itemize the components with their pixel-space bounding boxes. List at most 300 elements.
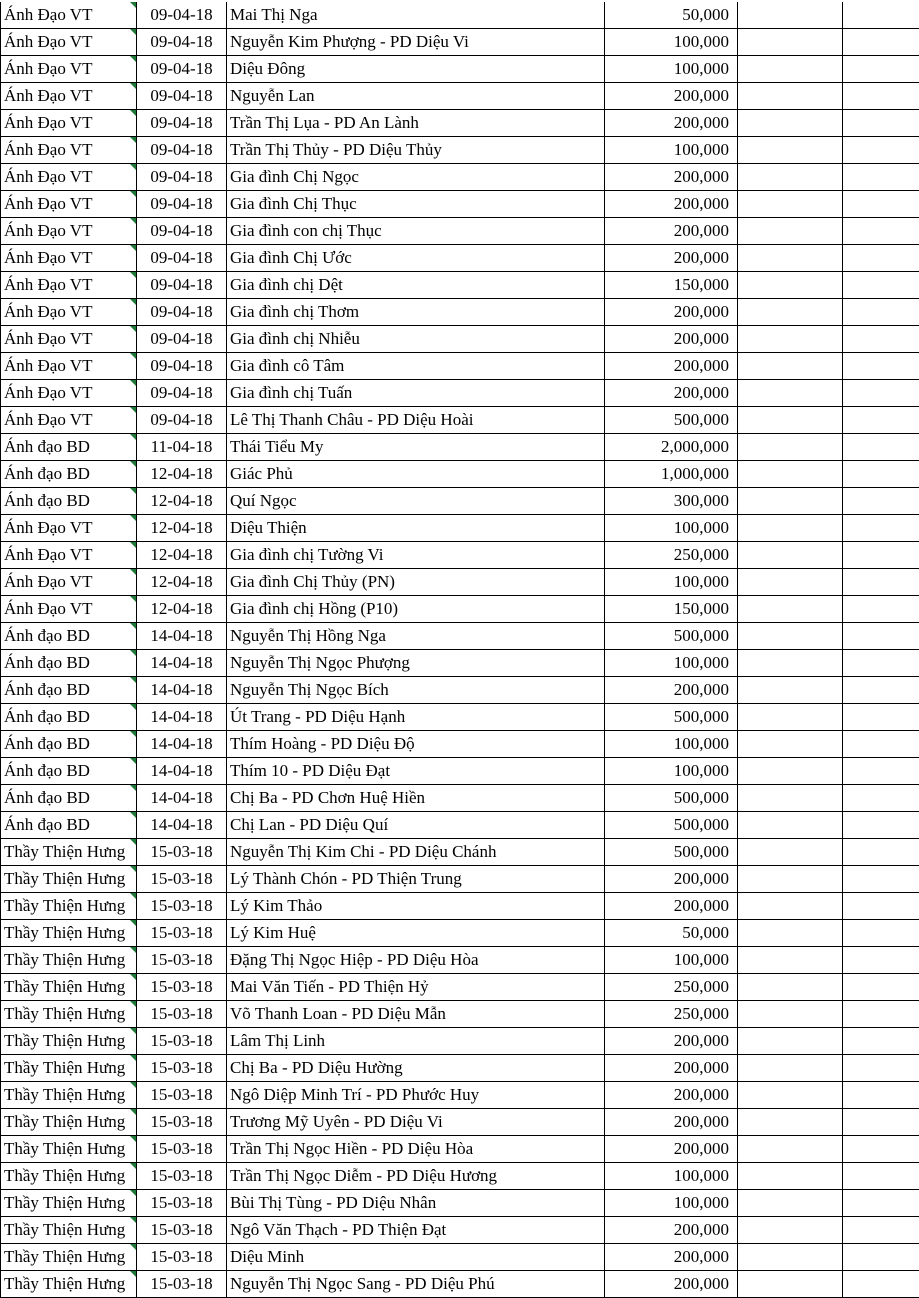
donor-name-cell[interactable] <box>227 920 605 947</box>
empty-cell[interactable] <box>843 515 919 542</box>
donor-name-cell[interactable] <box>227 407 605 434</box>
donor-name-cell-text: Diệu Đông <box>230 59 305 78</box>
date-cell[interactable] <box>137 434 227 461</box>
amount-cell[interactable] <box>605 1082 738 1109</box>
donor-name-cell[interactable] <box>227 1109 605 1136</box>
amount-cell[interactable] <box>605 56 738 83</box>
empty-cell[interactable] <box>843 974 919 1001</box>
donor-name-cell[interactable] <box>227 56 605 83</box>
empty-cell[interactable] <box>738 866 843 893</box>
empty-cell[interactable] <box>843 1271 919 1298</box>
empty-cell[interactable] <box>738 1001 843 1028</box>
recipient-cell[interactable] <box>1 677 137 704</box>
empty-cell[interactable] <box>843 218 919 245</box>
amount-cell[interactable] <box>605 353 738 380</box>
recipient-cell[interactable] <box>1 542 137 569</box>
donor-name-cell[interactable] <box>227 353 605 380</box>
donor-name-cell[interactable] <box>227 677 605 704</box>
empty-cell[interactable] <box>738 758 843 785</box>
empty-cell[interactable] <box>843 56 919 83</box>
donor-name-cell[interactable] <box>227 272 605 299</box>
empty-cell[interactable] <box>843 1190 919 1217</box>
recipient-cell[interactable] <box>1 650 137 677</box>
date-cell[interactable] <box>137 785 227 812</box>
recipient-cell[interactable] <box>1 947 137 974</box>
empty-cell[interactable] <box>738 29 843 56</box>
amount-cell[interactable] <box>605 839 738 866</box>
donor-name-cell[interactable] <box>227 110 605 137</box>
empty-cell[interactable] <box>738 1163 843 1190</box>
date-cell[interactable] <box>137 218 227 245</box>
amount-cell[interactable] <box>605 1055 738 1082</box>
recipient-cell[interactable] <box>1 839 137 866</box>
empty-cell[interactable] <box>738 1271 843 1298</box>
recipient-cell[interactable] <box>1 1028 137 1055</box>
empty-cell[interactable] <box>843 1082 919 1109</box>
date-cell[interactable] <box>137 191 227 218</box>
table-row <box>1 1217 919 1244</box>
empty-cell[interactable] <box>843 812 919 839</box>
empty-cell[interactable] <box>738 488 843 515</box>
empty-cell[interactable] <box>843 1244 919 1271</box>
amount-cell[interactable] <box>605 623 738 650</box>
empty-cell[interactable] <box>738 812 843 839</box>
recipient-cell[interactable] <box>1 2 137 29</box>
date-cell[interactable] <box>137 488 227 515</box>
donor-name-cell[interactable] <box>227 1055 605 1082</box>
amount-cell[interactable] <box>605 1244 738 1271</box>
amount-cell[interactable] <box>605 434 738 461</box>
amount-cell[interactable] <box>605 2 738 29</box>
amount-cell[interactable] <box>605 83 738 110</box>
empty-cell[interactable] <box>738 515 843 542</box>
date-cell[interactable] <box>137 893 227 920</box>
amount-cell[interactable] <box>605 515 738 542</box>
amount-cell[interactable] <box>605 650 738 677</box>
empty-cell[interactable] <box>738 1217 843 1244</box>
empty-cell[interactable] <box>738 461 843 488</box>
empty-cell[interactable] <box>843 1136 919 1163</box>
amount-cell[interactable] <box>605 677 738 704</box>
recipient-cell[interactable] <box>1 1055 137 1082</box>
amount-cell[interactable] <box>605 1217 738 1244</box>
amount-cell[interactable] <box>605 542 738 569</box>
amount-cell[interactable] <box>605 110 738 137</box>
empty-cell[interactable] <box>843 2 919 29</box>
amount-cell[interactable] <box>605 758 738 785</box>
empty-cell[interactable] <box>843 488 919 515</box>
empty-cell[interactable] <box>843 839 919 866</box>
date-cell[interactable] <box>137 83 227 110</box>
empty-cell[interactable] <box>738 218 843 245</box>
donor-name-cell[interactable] <box>227 947 605 974</box>
recipient-cell[interactable] <box>1 920 137 947</box>
donor-name-cell[interactable] <box>227 434 605 461</box>
recipient-cell[interactable] <box>1 731 137 758</box>
amount-cell[interactable] <box>605 596 738 623</box>
date-cell[interactable] <box>137 245 227 272</box>
empty-cell[interactable] <box>738 1082 843 1109</box>
date-cell[interactable] <box>137 299 227 326</box>
empty-cell[interactable] <box>738 353 843 380</box>
empty-cell[interactable] <box>738 407 843 434</box>
empty-cell[interactable] <box>843 353 919 380</box>
donor-name-cell[interactable] <box>227 1244 605 1271</box>
empty-cell[interactable] <box>738 164 843 191</box>
donor-name-cell[interactable] <box>227 623 605 650</box>
amount-cell[interactable] <box>605 1001 738 1028</box>
empty-cell[interactable] <box>843 83 919 110</box>
donor-name-cell[interactable] <box>227 1163 605 1190</box>
date-cell[interactable] <box>137 515 227 542</box>
amount-cell[interactable] <box>605 866 738 893</box>
donor-name-cell-text: Thím 10 - PD Diệu Đạt <box>230 761 390 780</box>
donor-name-cell[interactable] <box>227 542 605 569</box>
empty-cell[interactable] <box>738 893 843 920</box>
donor-name-cell[interactable] <box>227 326 605 353</box>
date-cell[interactable] <box>137 731 227 758</box>
table-row <box>1 758 919 785</box>
date-cell[interactable] <box>137 1001 227 1028</box>
error-indicator-icon <box>130 353 136 359</box>
amount-cell[interactable] <box>605 245 738 272</box>
empty-cell[interactable] <box>738 623 843 650</box>
date-cell[interactable] <box>137 1190 227 1217</box>
empty-cell[interactable] <box>738 650 843 677</box>
date-cell[interactable] <box>137 974 227 1001</box>
empty-cell[interactable] <box>738 1136 843 1163</box>
empty-cell[interactable] <box>843 434 919 461</box>
empty-cell[interactable] <box>738 137 843 164</box>
empty-cell[interactable] <box>738 56 843 83</box>
empty-cell[interactable] <box>738 677 843 704</box>
empty-cell[interactable] <box>843 191 919 218</box>
empty-cell[interactable] <box>843 893 919 920</box>
donor-name-cell[interactable] <box>227 650 605 677</box>
donor-name-cell[interactable] <box>227 812 605 839</box>
date-cell[interactable] <box>137 353 227 380</box>
date-cell[interactable] <box>137 542 227 569</box>
recipient-cell[interactable] <box>1 245 137 272</box>
donor-name-cell[interactable] <box>227 893 605 920</box>
amount-cell[interactable] <box>605 272 738 299</box>
date-cell[interactable] <box>137 2 227 29</box>
recipient-cell[interactable] <box>1 866 137 893</box>
date-cell[interactable] <box>137 1136 227 1163</box>
empty-cell[interactable] <box>843 704 919 731</box>
date-cell[interactable] <box>137 461 227 488</box>
date-cell[interactable] <box>137 758 227 785</box>
amount-cell[interactable] <box>605 299 738 326</box>
empty-cell[interactable] <box>843 164 919 191</box>
donor-name-cell[interactable] <box>227 758 605 785</box>
empty-cell[interactable] <box>843 245 919 272</box>
amount-cell[interactable] <box>605 569 738 596</box>
date-cell-text: 14-04-18 <box>150 680 212 699</box>
empty-cell[interactable] <box>843 596 919 623</box>
donor-name-cell[interactable] <box>227 785 605 812</box>
empty-cell[interactable] <box>843 677 919 704</box>
donor-name-cell[interactable] <box>227 380 605 407</box>
recipient-cell-text: Ánh Đạo VT <box>4 140 92 159</box>
donor-name-cell[interactable] <box>227 596 605 623</box>
donor-name-cell[interactable] <box>227 1001 605 1028</box>
empty-cell[interactable] <box>843 866 919 893</box>
empty-cell[interactable] <box>843 542 919 569</box>
date-cell[interactable] <box>137 704 227 731</box>
empty-cell[interactable] <box>738 974 843 1001</box>
empty-cell[interactable] <box>843 380 919 407</box>
recipient-cell[interactable] <box>1 1217 137 1244</box>
empty-cell[interactable] <box>738 785 843 812</box>
donor-name-cell[interactable] <box>227 866 605 893</box>
donor-name-cell[interactable] <box>227 245 605 272</box>
recipient-cell[interactable] <box>1 569 137 596</box>
date-cell[interactable] <box>137 1082 227 1109</box>
date-cell[interactable] <box>137 569 227 596</box>
empty-cell[interactable] <box>738 245 843 272</box>
empty-cell[interactable] <box>843 1028 919 1055</box>
date-cell[interactable] <box>137 650 227 677</box>
amount-cell[interactable] <box>605 1109 738 1136</box>
recipient-cell[interactable] <box>1 1244 137 1271</box>
recipient-cell[interactable] <box>1 164 137 191</box>
date-cell[interactable] <box>137 380 227 407</box>
amount-cell[interactable] <box>605 785 738 812</box>
donor-name-cell[interactable] <box>227 569 605 596</box>
date-cell[interactable] <box>137 1028 227 1055</box>
donor-name-cell[interactable] <box>227 1217 605 1244</box>
date-cell[interactable] <box>137 29 227 56</box>
amount-cell[interactable] <box>605 704 738 731</box>
recipient-cell[interactable] <box>1 272 137 299</box>
empty-cell[interactable] <box>843 731 919 758</box>
empty-cell[interactable] <box>738 1244 843 1271</box>
donor-name-cell[interactable] <box>227 731 605 758</box>
amount-cell[interactable] <box>605 488 738 515</box>
recipient-cell[interactable] <box>1 191 137 218</box>
donor-name-cell[interactable] <box>227 218 605 245</box>
empty-cell[interactable] <box>843 326 919 353</box>
empty-cell[interactable] <box>843 461 919 488</box>
donor-name-cell[interactable] <box>227 1271 605 1298</box>
donor-name-cell[interactable] <box>227 299 605 326</box>
date-cell[interactable] <box>137 56 227 83</box>
amount-cell[interactable] <box>605 326 738 353</box>
recipient-cell[interactable] <box>1 326 137 353</box>
empty-cell[interactable] <box>843 785 919 812</box>
amount-cell-text: 2,000,000 <box>661 437 729 456</box>
empty-cell[interactable] <box>738 110 843 137</box>
date-cell[interactable] <box>137 839 227 866</box>
recipient-cell-text: Thầy Thiện Hưng <box>4 923 125 942</box>
empty-cell[interactable] <box>738 920 843 947</box>
empty-cell[interactable] <box>843 758 919 785</box>
donor-name-cell[interactable] <box>227 1190 605 1217</box>
date-cell[interactable] <box>137 110 227 137</box>
recipient-cell[interactable] <box>1 461 137 488</box>
donor-name-cell[interactable] <box>227 137 605 164</box>
empty-cell[interactable] <box>738 947 843 974</box>
recipient-cell[interactable] <box>1 380 137 407</box>
donor-name-cell[interactable] <box>227 704 605 731</box>
amount-cell[interactable] <box>605 461 738 488</box>
recipient-cell[interactable] <box>1 218 137 245</box>
recipient-cell[interactable] <box>1 353 137 380</box>
date-cell[interactable] <box>137 1217 227 1244</box>
recipient-cell[interactable] <box>1 1190 137 1217</box>
amount-cell[interactable] <box>605 974 738 1001</box>
empty-cell[interactable] <box>843 137 919 164</box>
donor-name-cell[interactable] <box>227 515 605 542</box>
empty-cell[interactable] <box>843 623 919 650</box>
donor-name-cell[interactable] <box>227 461 605 488</box>
empty-cell[interactable] <box>843 110 919 137</box>
date-cell[interactable] <box>137 137 227 164</box>
date-cell[interactable] <box>137 1271 227 1298</box>
empty-cell[interactable] <box>738 83 843 110</box>
recipient-cell[interactable] <box>1 299 137 326</box>
amount-cell[interactable] <box>605 380 738 407</box>
recipient-cell[interactable] <box>1 704 137 731</box>
date-cell[interactable] <box>137 1244 227 1271</box>
amount-cell[interactable] <box>605 1190 738 1217</box>
empty-cell[interactable] <box>843 569 919 596</box>
amount-cell[interactable] <box>605 947 738 974</box>
recipient-cell[interactable] <box>1 974 137 1001</box>
empty-cell[interactable] <box>843 299 919 326</box>
recipient-cell[interactable] <box>1 488 137 515</box>
donor-name-cell[interactable] <box>227 164 605 191</box>
empty-cell[interactable] <box>738 704 843 731</box>
recipient-cell[interactable] <box>1 1271 137 1298</box>
date-cell[interactable] <box>137 1109 227 1136</box>
recipient-cell[interactable] <box>1 515 137 542</box>
donor-name-cell[interactable] <box>227 83 605 110</box>
amount-cell[interactable] <box>605 1271 738 1298</box>
recipient-cell[interactable] <box>1 758 137 785</box>
recipient-cell[interactable] <box>1 83 137 110</box>
empty-cell[interactable] <box>843 29 919 56</box>
donor-name-cell[interactable] <box>227 1136 605 1163</box>
date-cell[interactable] <box>137 1163 227 1190</box>
empty-cell[interactable] <box>738 839 843 866</box>
empty-cell[interactable] <box>738 1190 843 1217</box>
date-cell[interactable] <box>137 596 227 623</box>
recipient-cell[interactable] <box>1 893 137 920</box>
amount-cell[interactable] <box>605 1163 738 1190</box>
date-cell[interactable] <box>137 812 227 839</box>
recipient-cell[interactable] <box>1 29 137 56</box>
donor-name-cell[interactable] <box>227 1082 605 1109</box>
empty-cell[interactable] <box>843 920 919 947</box>
date-cell[interactable] <box>137 272 227 299</box>
date-cell[interactable] <box>137 326 227 353</box>
donor-name-cell[interactable] <box>227 839 605 866</box>
recipient-cell-text: Ánh Đạo VT <box>4 248 92 267</box>
donor-name-cell[interactable] <box>227 1028 605 1055</box>
empty-cell[interactable] <box>843 1109 919 1136</box>
amount-cell[interactable] <box>605 812 738 839</box>
recipient-cell[interactable] <box>1 812 137 839</box>
recipient-cell[interactable] <box>1 623 137 650</box>
amount-cell[interactable] <box>605 164 738 191</box>
recipient-cell[interactable] <box>1 137 137 164</box>
recipient-cell[interactable] <box>1 596 137 623</box>
empty-cell[interactable] <box>843 1001 919 1028</box>
empty-cell[interactable] <box>738 1055 843 1082</box>
empty-cell[interactable] <box>843 1163 919 1190</box>
date-cell[interactable] <box>137 677 227 704</box>
empty-cell[interactable] <box>738 380 843 407</box>
empty-cell[interactable] <box>738 1028 843 1055</box>
amount-cell[interactable] <box>605 218 738 245</box>
empty-cell[interactable] <box>738 272 843 299</box>
amount-cell[interactable] <box>605 137 738 164</box>
empty-cell[interactable] <box>738 326 843 353</box>
amount-cell-text: 500,000 <box>674 788 729 807</box>
amount-cell[interactable] <box>605 1028 738 1055</box>
recipient-cell[interactable] <box>1 1163 137 1190</box>
empty-cell[interactable] <box>738 1109 843 1136</box>
date-cell[interactable] <box>137 164 227 191</box>
donor-name-cell[interactable] <box>227 29 605 56</box>
empty-cell[interactable] <box>843 650 919 677</box>
date-cell[interactable] <box>137 407 227 434</box>
date-cell[interactable] <box>137 623 227 650</box>
recipient-cell[interactable] <box>1 1109 137 1136</box>
empty-cell[interactable] <box>843 272 919 299</box>
empty-cell[interactable] <box>738 569 843 596</box>
date-cell[interactable] <box>137 947 227 974</box>
empty-cell[interactable] <box>738 434 843 461</box>
empty-cell[interactable] <box>738 596 843 623</box>
recipient-cell[interactable] <box>1 407 137 434</box>
recipient-cell[interactable] <box>1 56 137 83</box>
empty-cell[interactable] <box>843 1217 919 1244</box>
recipient-cell[interactable] <box>1 1136 137 1163</box>
amount-cell-text: 250,000 <box>674 545 729 564</box>
amount-cell[interactable] <box>605 29 738 56</box>
date-cell[interactable] <box>137 1055 227 1082</box>
amount-cell[interactable] <box>605 893 738 920</box>
date-cell[interactable] <box>137 866 227 893</box>
amount-cell[interactable] <box>605 1136 738 1163</box>
date-cell[interactable] <box>137 920 227 947</box>
amount-cell[interactable] <box>605 191 738 218</box>
recipient-cell[interactable] <box>1 1001 137 1028</box>
empty-cell[interactable] <box>738 731 843 758</box>
recipient-cell[interactable] <box>1 110 137 137</box>
empty-cell[interactable] <box>843 407 919 434</box>
amount-cell[interactable] <box>605 920 738 947</box>
empty-cell[interactable] <box>843 1055 919 1082</box>
donor-name-cell[interactable] <box>227 488 605 515</box>
recipient-cell[interactable] <box>1 434 137 461</box>
donor-name-cell[interactable] <box>227 974 605 1001</box>
donor-name-cell[interactable] <box>227 191 605 218</box>
empty-cell[interactable] <box>738 191 843 218</box>
empty-cell[interactable] <box>843 947 919 974</box>
empty-cell[interactable] <box>738 2 843 29</box>
empty-cell[interactable] <box>738 299 843 326</box>
empty-cell[interactable] <box>738 542 843 569</box>
recipient-cell[interactable] <box>1 785 137 812</box>
amount-cell[interactable] <box>605 407 738 434</box>
recipient-cell[interactable] <box>1 1082 137 1109</box>
amount-cell[interactable] <box>605 731 738 758</box>
donor-name-cell[interactable] <box>227 2 605 29</box>
